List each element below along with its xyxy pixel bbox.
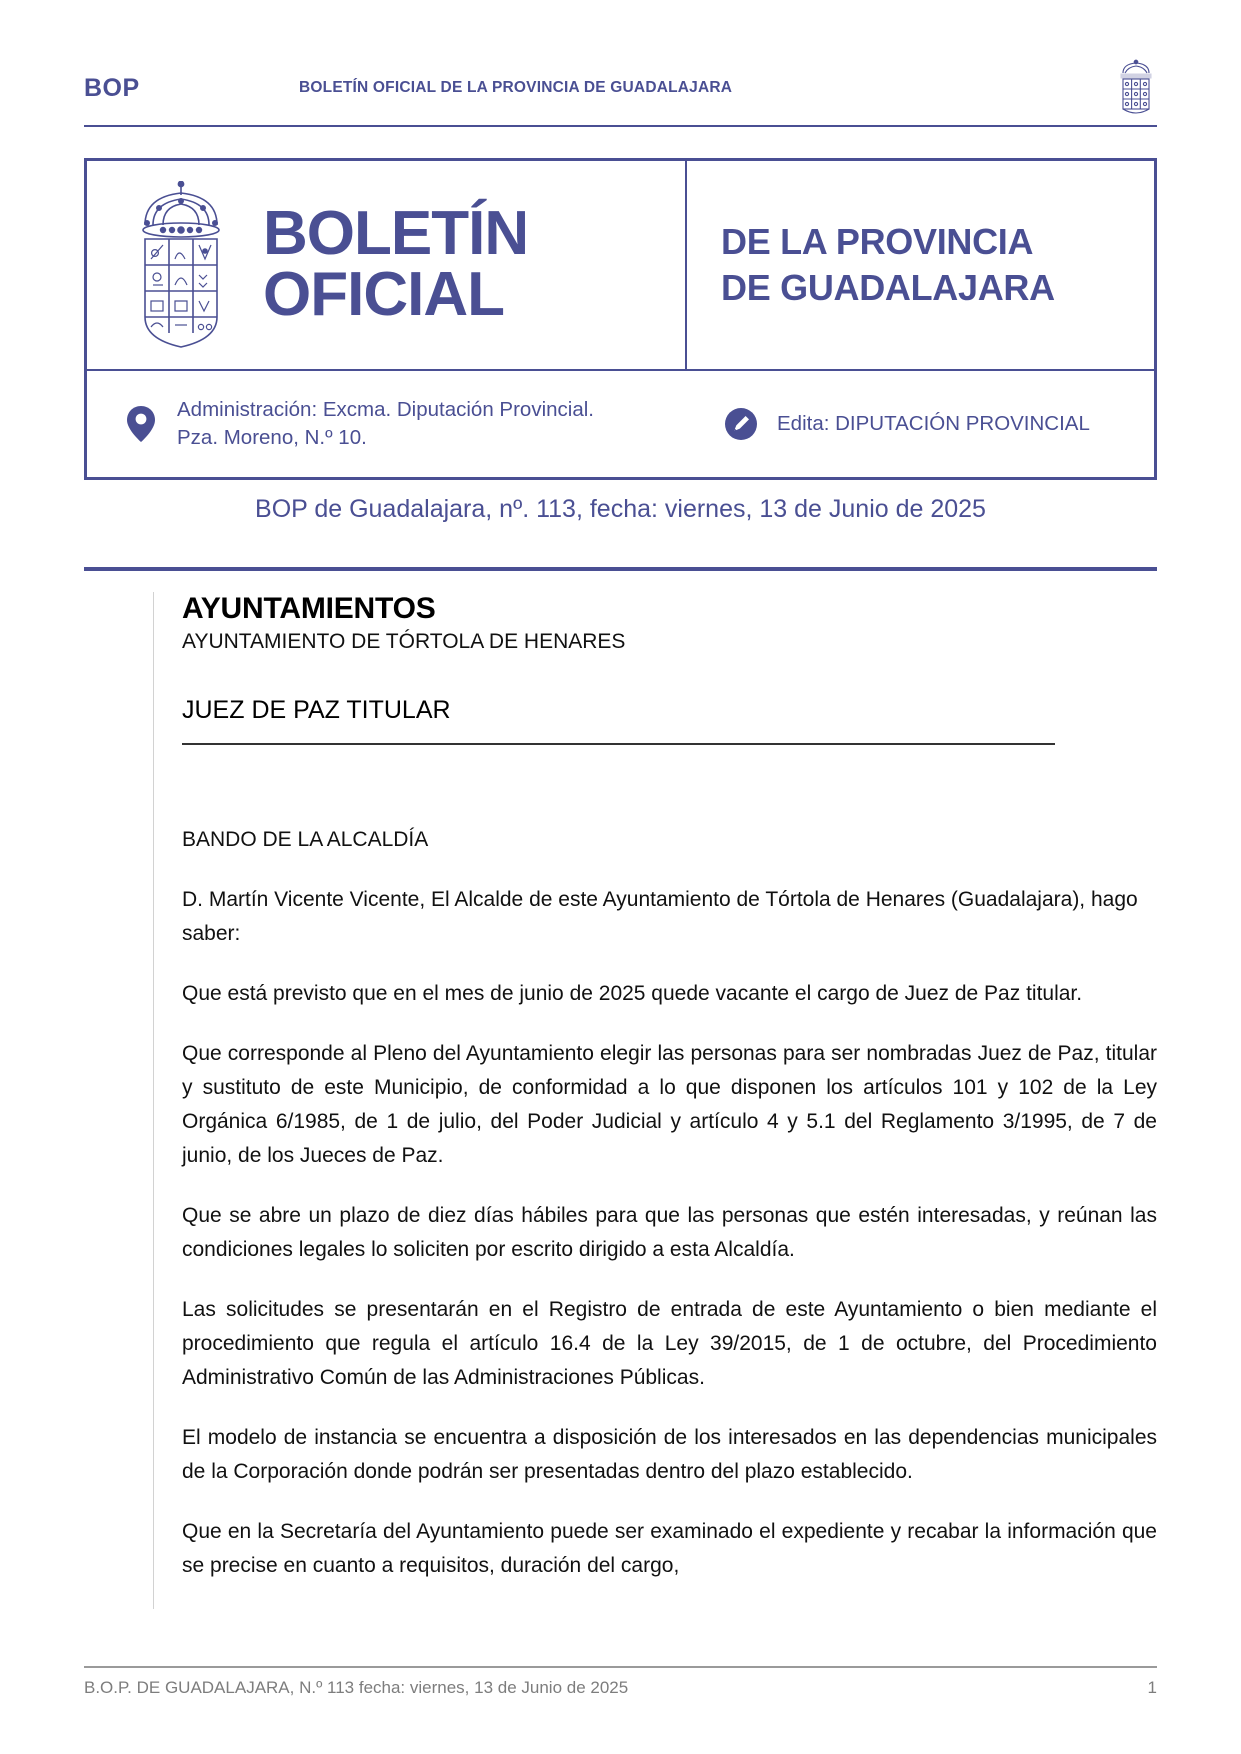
document-body xyxy=(182,823,1157,1583)
footer-page-number: 1 xyxy=(1147,1678,1157,1697)
bop-mark: BOP xyxy=(84,73,140,102)
admin-line-1: Administración: Excma. Diputación Provincial. xyxy=(177,398,594,422)
body-paragraph: Las solicitudes se presentarán en el Registro de entrada de este Ayuntamiento o bien mediante el procedimiento que regula el artículo 16.4 de la Ley 39/2015, de 1 de octubre, del Procedimiento Administrativo Común de las Administraciones Públicas. xyxy=(182,1297,1157,1389)
section-subtitle: AYUNTAMIENTO DE TÓRTOLA DE HENARES xyxy=(182,630,626,653)
masthead-box xyxy=(84,158,1157,480)
footer-divider xyxy=(84,1666,1157,1668)
masthead-edita-cell xyxy=(687,404,1154,444)
body-paragraph: D. Martín Vicente Vicente, El Alcalde de este Ayuntamiento de Tórtola de Henares (Guadalajara), hago saber: xyxy=(182,887,1138,945)
page-footer xyxy=(84,1678,1157,1698)
masthead-edita-text: Edita: DIPUTACIÓN PROVINCIAL xyxy=(777,412,1090,436)
body-paragraph: Que se abre un plazo de diez días hábiles para que las personas que estén interesadas, y reúnan las condiciones legales lo soliciten por escrito dirigido a esta Alcaldía. xyxy=(182,1203,1157,1261)
masthead-word-boletin: BOLETÍN xyxy=(263,199,529,269)
dateline-divider xyxy=(84,567,1157,571)
header-divider xyxy=(84,125,1157,127)
body-paragraph: BANDO DE LA ALCALDÍA xyxy=(182,827,429,851)
running-header xyxy=(84,58,1157,118)
document-title: JUEZ DE PAZ TITULAR xyxy=(182,696,451,724)
pencil-icon xyxy=(721,404,761,444)
masthead-admin-text xyxy=(177,396,594,451)
masthead-info-row xyxy=(87,371,1154,477)
admin-line-2: Pza. Moreno, N.º 10. xyxy=(177,426,367,449)
body-paragraph: Que está previsto que en el mes de junio de 2025 quede vacante el cargo de Juez de Paz titular. xyxy=(182,981,1083,1005)
masthead-provincia-line1: DE LA PROVINCIA xyxy=(721,220,1034,262)
document-content xyxy=(153,592,1157,1609)
masthead-admin-cell xyxy=(87,396,687,451)
body-paragraph: El modelo de instancia se encuentra a disposición de los interesados en las dependencias municipales de la Corporación donde podrán ser presentadas dentro del plazo establecido. xyxy=(182,1425,1157,1483)
body-paragraph: Que corresponde al Pleno del Ayuntamiento elegir las personas para ser nombradas Juez de Paz, titular y sustituto de este Municipio, de conformidad a lo que disponen los artículos 101 y 102 de la Ley Orgánica 6/1985, de 1 de julio, del Poder Judicial y artículo 4 y 5.1 del Reglamento 3/1995, de 7 de junio, de los Jueces de Paz. xyxy=(182,1041,1157,1167)
masthead-left-cell xyxy=(87,161,687,369)
guadalajara-coat-of-arms-icon xyxy=(129,181,233,349)
masthead-wordmark xyxy=(241,199,529,329)
masthead-crest xyxy=(121,181,241,349)
running-header-title: BOLETÍN OFICIAL DE LA PROVINCIA DE GUADALAJARA xyxy=(299,79,733,96)
section-title: AYUNTAMIENTOS xyxy=(182,592,436,625)
masthead-provincia-line2: DE GUADALAJARA xyxy=(721,267,1055,308)
masthead-word-oficial: OFICIAL xyxy=(263,260,504,329)
body-paragraph: Que en la Secretaría del Ayuntamiento puede ser examinado el expediente y recabar la información que se precise en cuanto a requisitos, duración del cargo, xyxy=(182,1519,1157,1577)
document-title-divider xyxy=(182,743,1055,745)
location-pin-icon xyxy=(121,404,161,444)
guadalajara-coat-of-arms-icon xyxy=(1115,59,1157,117)
footer-citation: B.O.P. DE GUADALAJARA, N.º 113 fecha: viernes, 13 de Junio de 2025 xyxy=(84,1678,629,1697)
bop-dateline: BOP de Guadalajara, nº. 113, fecha: viernes, 13 de Junio de 2025 xyxy=(255,495,986,523)
masthead-top-row xyxy=(87,161,1154,371)
masthead-right-cell xyxy=(687,161,1154,369)
header-crest xyxy=(1097,59,1157,117)
